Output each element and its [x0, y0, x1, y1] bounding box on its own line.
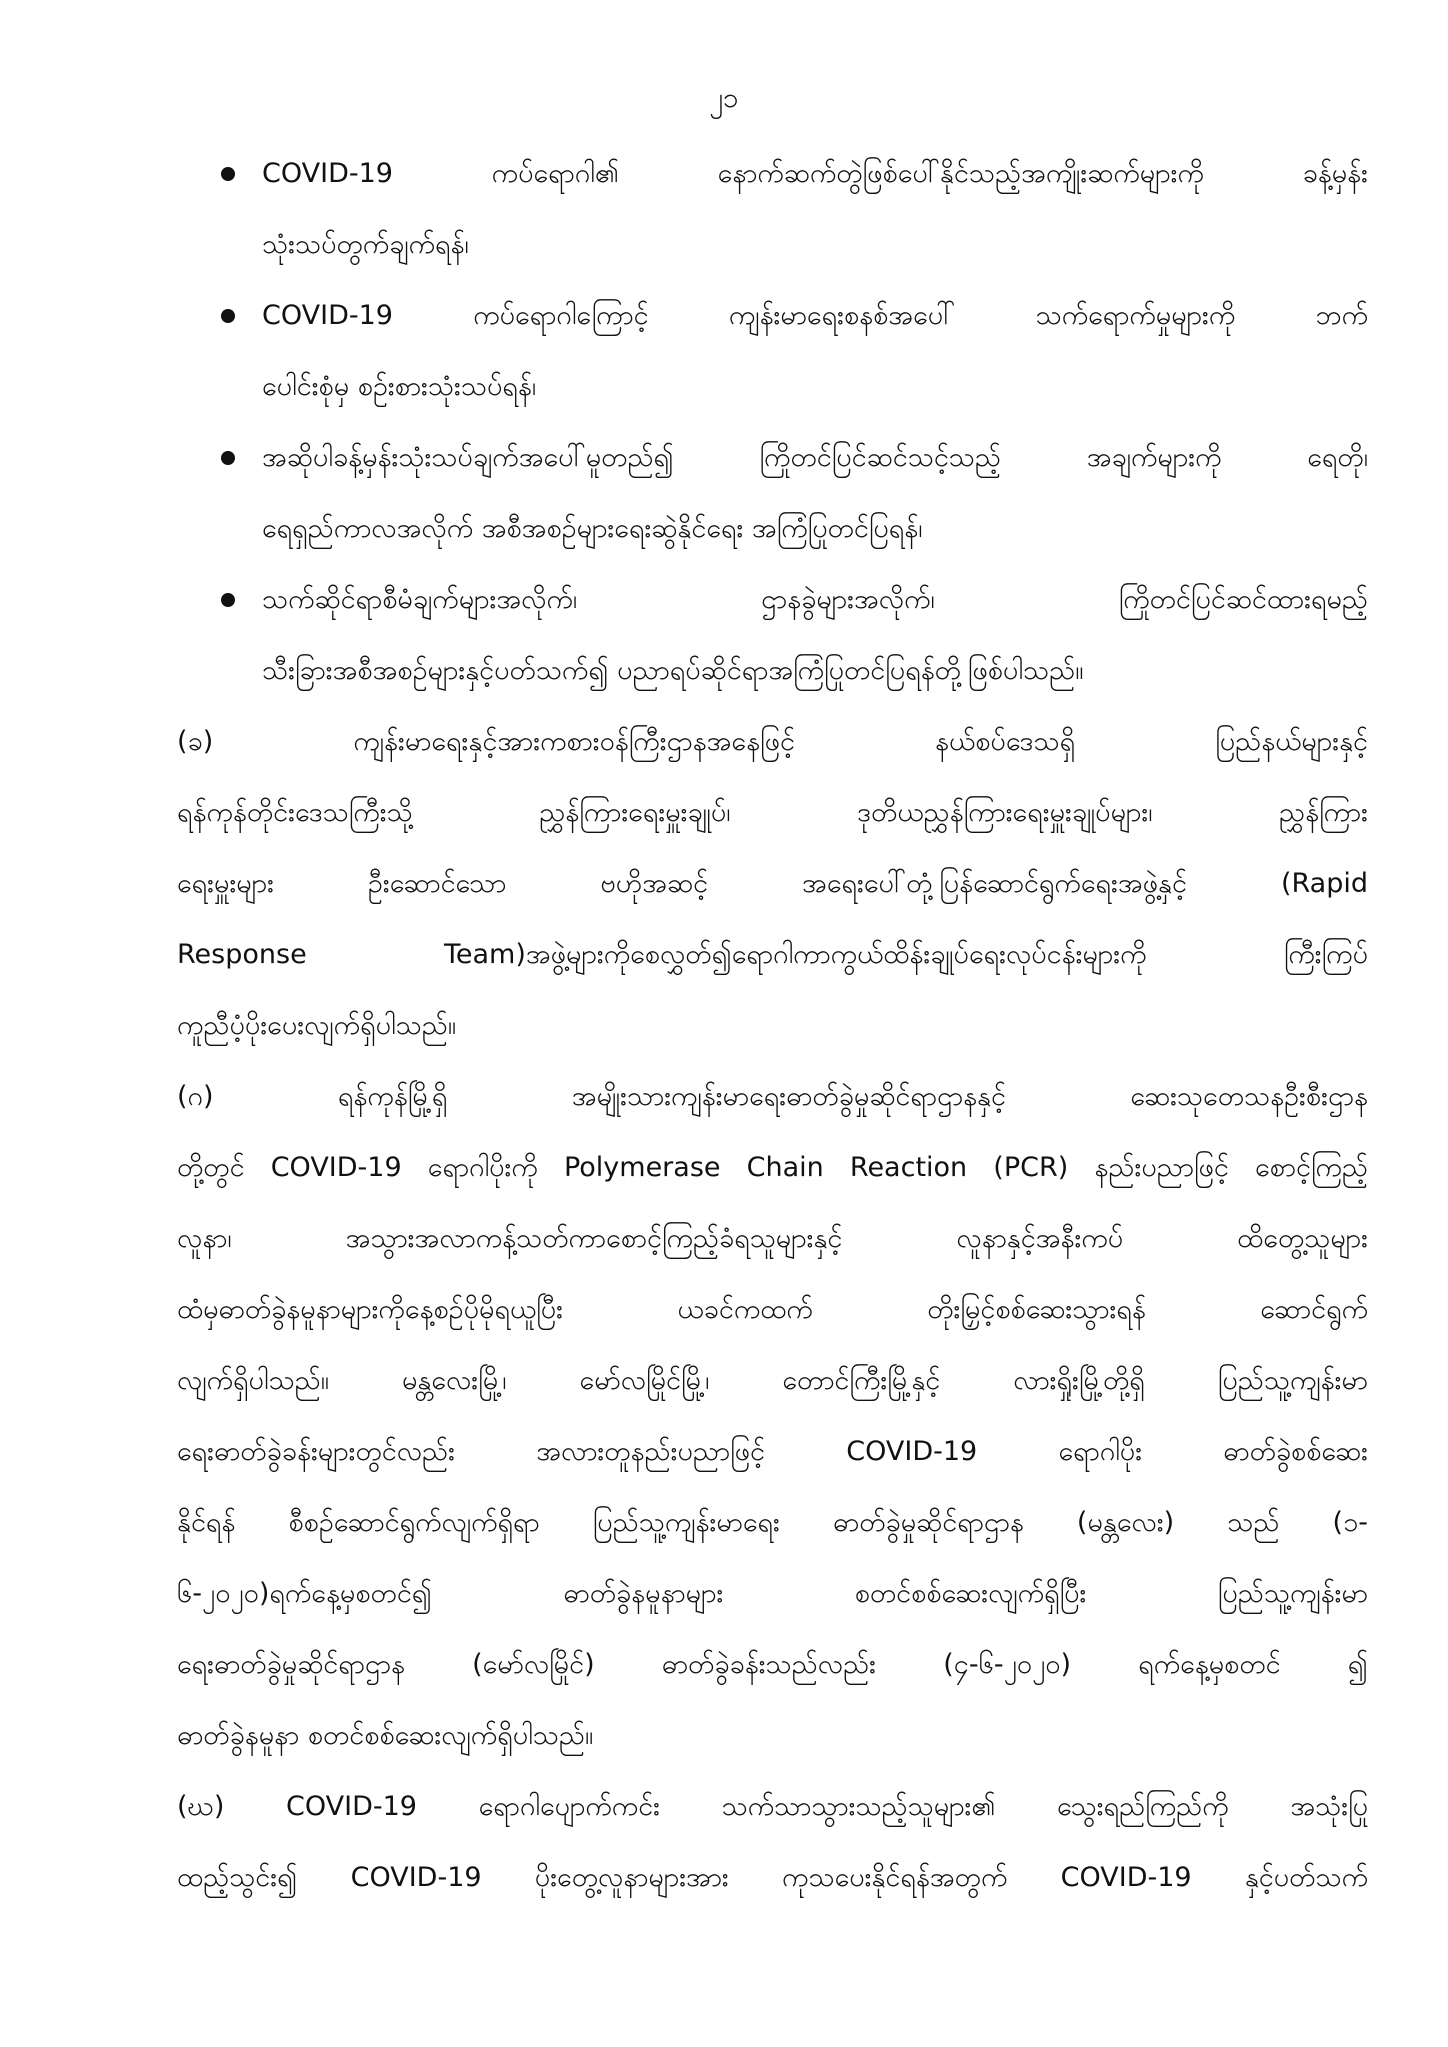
paragraph-line: ဓာတ်ခွဲနမူနာ စတင်စစ်ဆေးလျက်ရှိပါသည်။: [177, 1720, 594, 1751]
bullet-item-line: ရေရှည်ကာလအလိုက် အစီအစဉ်များရေးဆွဲနိုင်ရေး အကြံပြုတင်ပြရန်၊: [262, 513, 923, 544]
paragraph-line: (ဂ) ရန်ကုန်မြို့ရှိ အမျိုးသားကျန်းမာရေးဓာတ်ခွဲမှုဆိုင်ရာဌာနနှင့် ဆေးသုတေသနဦးစီးဌာန: [177, 1081, 1368, 1112]
paragraph-line: နိုင်ရန် စီစဉ်ဆောင်ရွက်လျက်ရှိရာ ပြည်သူ့ကျန်းမာရေး ဓာတ်ခွဲမှုဆိုင်ရာဌာန (မန္တလေး) သည် (၁-: [177, 1507, 1368, 1538]
paragraph-line: ၆-၂၀၂၀)ရက်နေ့မှစတင်၍ ဓာတ်ခွဲနမူနာများ စတင်စစ်ဆေးလျက်ရှိပြီး ပြည်သူ့ကျန်းမာ: [177, 1578, 1368, 1609]
bullet-item-line: ပေါင်းစုံမှ စဉ်းစားသုံးသပ်ရန်၊: [262, 371, 537, 402]
bullet-icon: [221, 451, 235, 465]
page-number: ၂၁: [709, 81, 739, 114]
paragraph-line: ထံမှဓာတ်ခွဲနမူနာများကိုနေ့စဉ်ပိုမိုရယူပြီး ယခင်ကထက် တိုးမြှင့်စစ်ဆေးသွားရန် ဆောင်ရွက်: [177, 1294, 1368, 1325]
bullet-icon: [221, 167, 235, 181]
paragraph-line: ရေးမှူးများ ဦးဆောင်သော ဗဟိုအဆင့် အရေးပေါ်တုံ့ပြန်ဆောင်ရွက်ရေးအဖွဲ့နှင့် (Rapid: [177, 868, 1368, 899]
bullet-icon: [221, 593, 235, 607]
paragraph-line: ရေးဓာတ်ခွဲခန်းများတွင်လည်း အလားတူနည်းပညာဖြင့် COVID-19 ရောဂါပိုး ဓာတ်ခွဲစစ်ဆေး: [177, 1436, 1368, 1467]
paragraph-line: (ခ) ကျန်းမာရေးနှင့်အားကစားဝန်ကြီးဌာနအနေဖြင့် နယ်စပ်ဒေသရှိ ပြည်နယ်များနှင့်: [177, 726, 1368, 757]
paragraph-line: လူနာ၊ အသွားအလာကန့်သတ်ကာစောင့်ကြည့်ခံရသူများနှင့် လူနာနှင့်အနီးကပ် ထိတွေ့သူများ: [177, 1223, 1368, 1254]
bullet-item-line: သီးခြားအစီအစဉ်များနှင့်ပတ်သက်၍ ပညာရပ်ဆိုင်ရာအကြံပြုတင်ပြရန်တို့ဖြစ်ပါသည်။: [262, 655, 1084, 686]
bullet-item-line: COVID-19 ကပ်ရောဂါ၏ နောက်ဆက်တွဲဖြစ်ပေါ်နိုင်သည့်အကျိုးဆက်များကို ခန့်မှန်း: [262, 158, 1368, 189]
paragraph-line: ရေးဓာတ်ခွဲမှုဆိုင်ရာဌာန (မော်လမြိုင်) ဓာတ်ခွဲခန်းသည်လည်း (၄-၆-၂၀၂၀) ရက်နေ့မှစတင် ၍: [177, 1649, 1368, 1680]
bullet-item-line: သုံးသပ်တွက်ချက်ရန်၊: [262, 229, 469, 260]
paragraph-line: Response Team)အဖွဲ့များကိုစေလွှတ်၍ရောဂါကာကွယ်ထိန်းချုပ်ရေးလုပ်ငန်းများကို ကြီးကြပ်: [177, 939, 1368, 970]
bullet-item-line: COVID-19 ကပ်ရောဂါကြောင့် ကျန်းမာရေးစနစ်အပေါ် သက်ရောက်မှုများကို ဘက်: [262, 300, 1368, 331]
paragraph-line: (ဃ) COVID-19 ရောဂါပျောက်ကင်း သက်သာသွားသည့်သူများ၏ သွေးရည်ကြည်ကို အသုံးပြု: [177, 1791, 1368, 1822]
bullet-item-line: အဆိုပါခန့်မှန်းသုံးသပ်ချက်အပေါ်မူတည်၍ ကြိုတင်ပြင်ဆင်သင့်သည့် အချက်များကို ရေတို၊: [262, 442, 1368, 473]
paragraph-line: ထည့်သွင်း၍ COVID-19 ပိုးတွေ့လူနာများအား ကုသပေးနိုင်ရန်အတွက် COVID-19 နှင့်ပတ်သက်: [177, 1862, 1368, 1893]
bullet-item-line: သက်ဆိုင်ရာစီမံချက်များအလိုက်၊ ဌာနခွဲများအလိုက်၊ ကြိုတင်ပြင်ဆင်ထားရမည့်: [262, 584, 1368, 615]
paragraph-line: လျက်ရှိပါသည်။ မန္တလေးမြို့၊ မော်လမြိုင်မြို့၊ တောင်ကြီးမြို့နှင့် လားရှိုးမြို့တို့ရှိ ပြည်သူ့ကျန်းမာ: [177, 1365, 1368, 1396]
bullet-icon: [221, 309, 235, 323]
paragraph-line: ကူညီပံ့ပိုးပေးလျက်ရှိပါသည်။: [177, 1010, 457, 1041]
paragraph-line: တို့တွင် COVID-19 ရောဂါပိုးကို Polymerase Chain Reaction (PCR) နည်းပညာဖြင့် စောင့်ကြည့်: [177, 1152, 1368, 1183]
paragraph-line: ရန်ကုန်တိုင်းဒေသကြီးသို့ ညွှန်ကြားရေးမှူးချုပ်၊ ဒုတိယညွှန်ကြားရေးမှူးချုပ်များ၊ ညွှန်ကြား: [177, 797, 1368, 828]
